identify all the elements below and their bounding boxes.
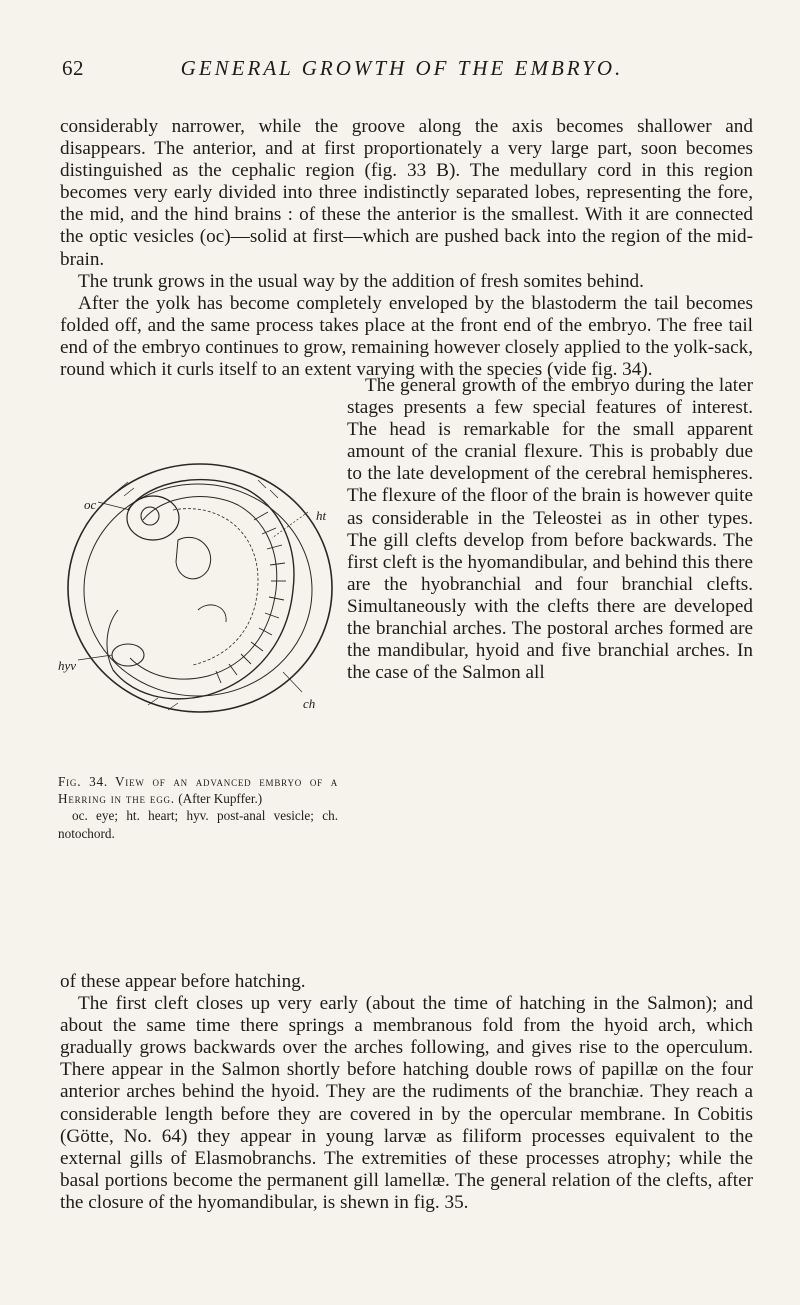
- caption-title-line: [58, 773, 338, 807]
- figure-caption: [58, 773, 338, 842]
- caption-fig-number: Fig. 34.: [58, 774, 108, 789]
- paragraph-4: The general growth of the embryo during the later stages presents a few special features of interest. The head is remarkable for the small apparent amount of the cranial flexure. This is probably due to the late development of the cerebral hemispheres. The flexure of the floor of the brain is however quite as considerable in the Teleostei as in other types. The gill clefts develop from before backwards. The first cleft is the hyomandibular, and behind this there are the hyobranchial and four branchial clefts. Simultaneously with the clefts there are developed the branchial arches. The postoral arches formed are the mandibular, hyoid and five branchial arches. In the case of the Salmon all: [347, 375, 753, 684]
- label-oc: oc: [84, 497, 97, 512]
- body-text-top: [60, 116, 753, 381]
- label-ch: ch: [303, 696, 316, 711]
- caption-key: oc. eye; ht. heart; hyv. post-anal vesicle; ch. notochord.: [58, 808, 338, 841]
- body-text-continuation: [60, 971, 753, 1214]
- paragraph-2: The trunk grows in the usual way by the addition of fresh somites behind.: [78, 270, 644, 292]
- label-hyv: hyv: [58, 658, 77, 673]
- paragraph-1: considerably narrower, while the groove along the axis becomes shallower and disappears. The anterior, and at first proportionately a very large part, soon becomes distinguished as the cephalic region (fig. 33 B). The medullary cord in this region becomes very early divided into three indistinctly separated lobes, representing the fore, the mid, and the hind brains : of these the anterior is the smallest. With it are connected the optic vesicles (oc)—solid at first—which are pushed back into the region of the mid-brain.: [60, 116, 753, 270]
- paragraph-4-end: of these appear before hatching.: [60, 971, 306, 992]
- label-ht: ht: [316, 508, 327, 523]
- embryo-drawing: [58, 410, 338, 765]
- figure-34-illustration: [58, 410, 338, 765]
- running-title: GENERAL GROWTH OF THE EMBRYO.: [180, 56, 624, 80]
- caption-title: View of an advanced embryo of a Herring in the egg.: [58, 774, 339, 807]
- paragraph-5: The first cleft closes up very early (about the time of hatching in the Salmon); and about the same time there springs a membranous fold from the hyoid arch, which gradually grows backwards over the arches following, and gives rise to the operculum. There appear in the Salmon shortly before hatching double rows of papillæ on the four anterior arches behind the hyoid. They are the rudiments of the branchiæ. They reach a considerable length before they are covered in by the opercular membrane. In Cobitis (Götte, No. 64) they appear in young larvæ as filiform processes equivalent to the external gills of Elasmobranchs. The extremities of these processes atrophy; while the basal portions become the permanent gill lamellæ. The general relation of the clefts, after the closure of the hyomandibular, is shewn in fig. 35.: [60, 993, 753, 1213]
- paragraph-3: After the yolk has become completely enveloped by the blastoderm the tail becomes folded off, and the same process takes place at the front end of the embryo. The free tail end of the embryo continues to grow, remaining however closely applied to the yolk-sack, round which it curls itself to an extent varying with the species (vide fig. 34).: [60, 292, 753, 381]
- caption-credit: (After Kupffer.): [178, 791, 263, 807]
- body-text-wrap: [347, 375, 753, 684]
- page-number: 62: [62, 56, 84, 80]
- page-header: [62, 56, 742, 86]
